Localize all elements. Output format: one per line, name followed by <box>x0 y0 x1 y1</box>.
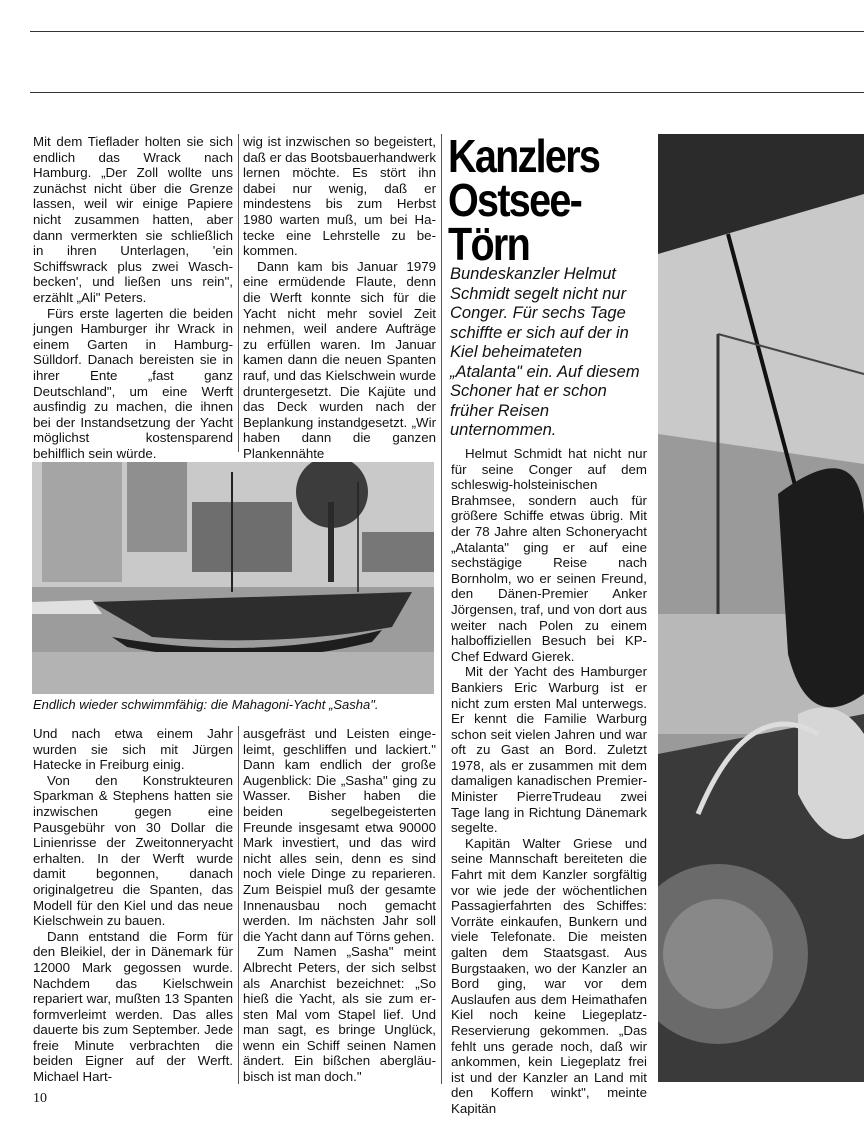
headline <box>448 130 611 270</box>
page-number: 10 <box>33 1091 47 1106</box>
paragraph: Von den Konstrukteuren Sparkman & Stephens hatten sie inzwischen gegen eine Pausgebühr von 30 Dollar die Linienrisse der Zweitonneryacht erhalten. In der Werft wurde damit begonnen, danach originalgetreu die Spanten, das Modell für den Kiel und das neue Kielschwein zu bauen. <box>33 772 233 929</box>
top-rule <box>30 31 864 32</box>
schooner-deck-illustration <box>658 134 864 1082</box>
headline-line: Kanzlers <box>448 130 600 182</box>
paragraph: Mit dem Tieflader holten sie sich endlich das Wrack nach Hamburg. „Der Zoll wollte uns zunächst nicht über die Grenze lassen, weil wir einige Papiere nicht zusammen hatten, aber dann vermerkten sie schließlich in ihren Unterlagen, 'ein Schiffswrack plus zwei Waschbecken', und ließen uns rein", erzählt „Ali" Peters. <box>33 134 233 305</box>
photo-caption: Endlich wieder schwimmfähig: die Mahagoni-Yacht „Sasha". <box>33 697 379 712</box>
harbor-yacht-photo <box>32 462 434 694</box>
paragraph: Mit der Yacht des Hamburger Bankiers Eric Warburg ist er nicht zum ersten Mal unterwegs. Er kennt die Familie Warburg schon seit vielen Jahren und war oft zu Gast an Bord. Zuletzt 1978, als er zusammen mit dem damaligen kanadischen Premier-Minister PierreTrudeau zwei Tage lang in Richtung Dänemark segelte. <box>451 664 647 836</box>
headline-line: Törn <box>448 218 530 270</box>
paragraph: Dann kam bis Januar 1979 eine ermüdende Flaute, denn die Werft konnte sich für die Yacht nicht mehr soviel Zeit nehmen, weil andere Aufträge zu erfüllen waren. Im Januar kamen dann die neuen Spanten rauf, und das Kielschwein wurde druntergesetzt. Die Kajüte und das Deck wurden nach der Beplankung instandgesetzt. „Wir haben dann die ganzen Plankennähte <box>243 258 436 461</box>
header-rule <box>30 92 864 93</box>
paragraph: ausgefräst und Leisten eingeleimt, geschliffen und lackiert." Dann kam endlich der große Augenblick: Die „Sasha" ging zu Wasser. Bisher haben die beiden segelbegeisterten Freunde insgesamt etwa 90000 Mark investiert, und das wird nicht alles sein, denn es sind noch viele Dinge zu reparieren. Zum Beispiel muß der gesamte Innenausbau noch gemacht werden. Im nächsten Jahr soll die Yacht dann auf Törns gehen. <box>243 726 436 944</box>
paragraph: Und nach etwa einem Jahr wurden sie sich mit Jürgen Hatecke in Freiburg einig. <box>33 726 233 773</box>
paragraph: Fürs erste lagerten die beiden jungen Hamburger ihr Wrack in einem Garten in Hamburg-Sülldorf. Danach bereisten sie in ihrer Ente „fast ganz Deutschland", um eine Werft ausfindig zu machen, die ihnen bei der Instandsetzung der Yacht möglichst kostensparend behilflich sein würde. <box>33 305 233 461</box>
column-divider <box>238 726 239 1084</box>
column-1-top <box>33 134 233 461</box>
paragraph: Zum Namen „Sasha" meint Albrecht Peters, der sich selbst als Anarchist bezeichnet: „So hieß die Yacht, als sie zum ersten Mal vom Stapel lief. Und man sagt, es bringe Unglück, wenn ein Schiff seinen Namen ändert. Ein bißchen abergläubisch ist man doch." <box>243 944 436 1085</box>
column-2-bottom <box>243 726 436 1085</box>
lead-paragraph: Bundeskanzler Helmut Schmidt segelt nicht nur Conger. Für sechs Tage schiffte er sich auf der in Kiel beheimateten „Atalanta" ein. Auf diesem Schoner hat er schon früher Reisen unternommen. <box>450 265 640 439</box>
column-2-top <box>243 134 436 461</box>
column-divider <box>441 134 442 1084</box>
paragraph: Kapitän Walter Griese und seine Mannschaft bereiteten die Fahrt mit dem Kanzler sorgfältig vor wie jede der wöchentlichen Passagierfahrten des Schiffes: Vorräte einkaufen, Bunkern und viele Telefonate. Die meisten galten dem Staatsgast. Aus Burgstaaken, wo der Kanzler an Bord ging, war vor dem Auslaufen aus dem Heimathafen Kiel noch keine Liegeplatz-Reservierung gekommen. „Das fehlt uns gerade noch, daß wir ankommen, kein Liegeplatz frei ist und der Kanzler an Land mit den Koffern winkt", meinte Kapitän <box>451 835 647 1116</box>
paragraph: Helmut Schmidt hat nicht nur für seine Conger auf dem schleswig-holsteinischen Brahmsee, sondern auch für größere Schiffe etwas übrig. Mit der 78 Jahre alten Schoneryacht „Atalanta" ging er auf eine sechstägige Reise nach Bornholm, wo er seinen Freund, den Dänen-Premier Anker Jörgensen, traf, und von dort aus weiter nach Polen zu einem halboffiziellen Besuch bei KP-Chef Edward Gierek. <box>451 446 647 664</box>
paragraph: Dann entstand die Form für den Bleikiel, der in Dänemark für 12000 Mark gegossen wurde. Nachdem das Kielschwein repariert war, mußten 13 Spanten formverleimt werden. Das alles dauerte bis zum September. Jede freie Minute verbrachten die beiden Eigner auf der Werft. Michael Hart- <box>33 928 233 1085</box>
harbor-yacht-illustration <box>32 462 434 694</box>
column-3 <box>451 446 647 1117</box>
column-1-bottom <box>33 726 233 1085</box>
schooner-deck-photo <box>658 134 864 1082</box>
headline-line: Ostsee- <box>448 174 582 226</box>
paragraph: wig ist inzwischen so begeistert, daß er das Bootsbauerhandwerk lernen möchte. Es stört ihn dabei nur wenig, daß er mindestens bis zum Herbst 1980 warten muß, um bei Hatecke eine Lehrstelle zu bekommen. <box>243 134 436 259</box>
column-divider <box>238 134 239 452</box>
